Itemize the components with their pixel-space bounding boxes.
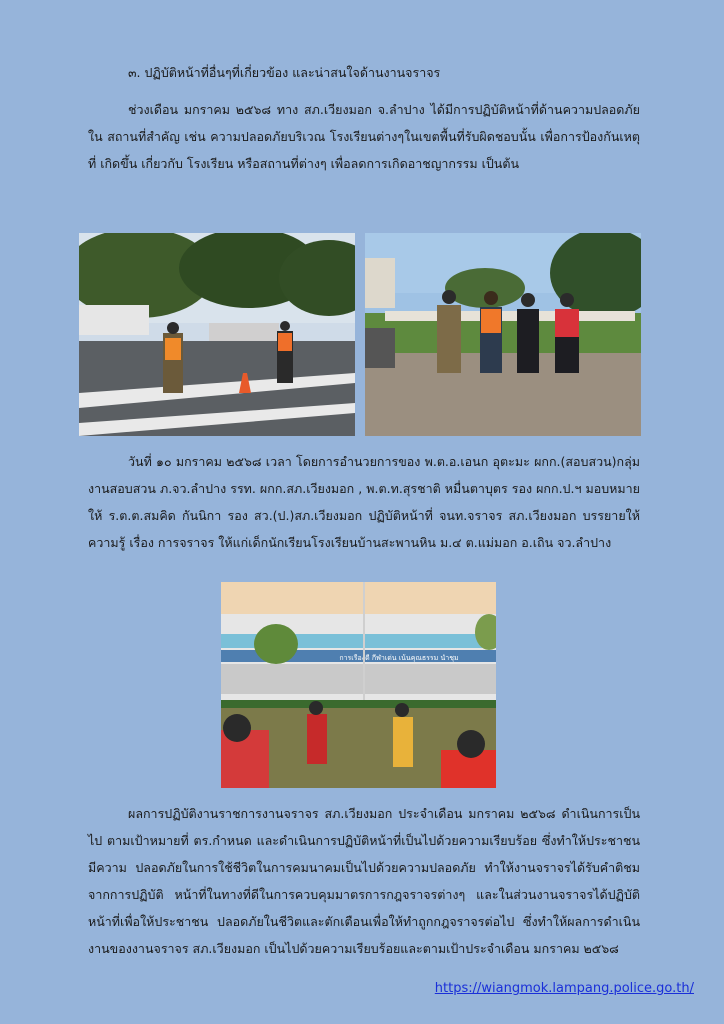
paragraph-results-summary: ผลการปฏิบัติงานราชการงานจราจร สภ.เวียงมอก ประจำเดือน มกราคม ๒๕๖๘ ดำเนินการเป็นไป ตามเป้าหมายที่ ตร.กำหนด และดำเนินการปฏิบัติหน้าที่เป็นไปด้วยความเรียบร้อย ซึ่งทำให้ประชาชนมีความ ปลอดภัยในการใช้ชีวิตในการคมนาคมเป็นไปด้วยความปลอดภัย ทำให้งานจราจรได้รับคำติชมจากการปฏิบัติ หน้าที่ในทางที่ดีในการควบคุมมาตรการกฎจราจรต่างๆ และในส่วนงานจราจรได้ปฏิบัติหน้าที่เพื่อให้ประชาชน ปลอดภัยในชีวิตและตักเตือนเพื่อให้ทำถูกกฎจราจรต่อไป ซึ่งทำให้ผลการดำเนินงานของงานจราจร สภ.เวียงมอก เป็นไปด้วยความเรียบร้อยและตามเป้าประจำเดือน มกราคม ๒๕๖๘ xyxy=(88,806,640,956)
photo-school-assembly xyxy=(221,582,496,788)
section-heading: ๓. ปฏิบัติหน้าที่อื่นๆที่เกี่ยวข้อง และน่าสนใจด้านงานจราจร xyxy=(128,65,441,80)
paragraph-traffic-lecture: วันที่ ๑๐ มกราคม ๒๕๖๘ เวลา โดยการอำนวยการของ พ.ต.อ.เอนก อุตะมะ ผกก.(สอบสวน)กลุ่ม งานสอบสวน ภ.จว.ลำปาง รรท. ผกก.สภ.เวียงมอก , พ.ต.ท.สุรชาติ หมื่นตาบุตร รอง ผกก.ป.ฯ มอบหมายให้ ร.ต.ต.สมคิด กันนิกา รอง สว.(ป.)สภ.เวียงมอก ปฏิบัติหน้าที่ จนท.จราจร สภ.เวียงมอก บรรยายให้ความรู้ เรื่อง การจราจร ให้แก่เด็กนักเรียนโรงเรียนบ้านสะพานหิน ม.๔ ต.แม่มอก อ.เถิน จว.ลำปาง xyxy=(88,454,640,550)
school-sign-text: การเรืองดี กีฬาเด่น เน้นคุณธรรม นำชุม xyxy=(339,654,459,662)
photo-officers-on-road xyxy=(79,233,355,436)
footer-website-link[interactable]: https://wiangmok.lampang.police.go.th/ xyxy=(434,981,694,996)
paragraph-school-safety: ช่วงเดือน มกราคม ๒๕๖๘ ทาง สภ.เวียงมอก จ.ลำปาง ได้มีการปฏิบัติหน้าที่ด้านความปลอดภัยใน สถานที่สำคัญ เช่น ความปลอดภัยบริเวณ โรงเรียนต่างๆในเขตพื้นที่รับผิดชอบนั้น เพื่อการป้องกันเหตุที่ เกิดขึ้น เกี่ยวกับ โรงเรียน หรือสถานที่ต่างๆ เพื่อลดการเกิดอาชญากรรม เป็นต้น xyxy=(88,102,640,171)
photo-officers-and-students xyxy=(365,233,641,436)
